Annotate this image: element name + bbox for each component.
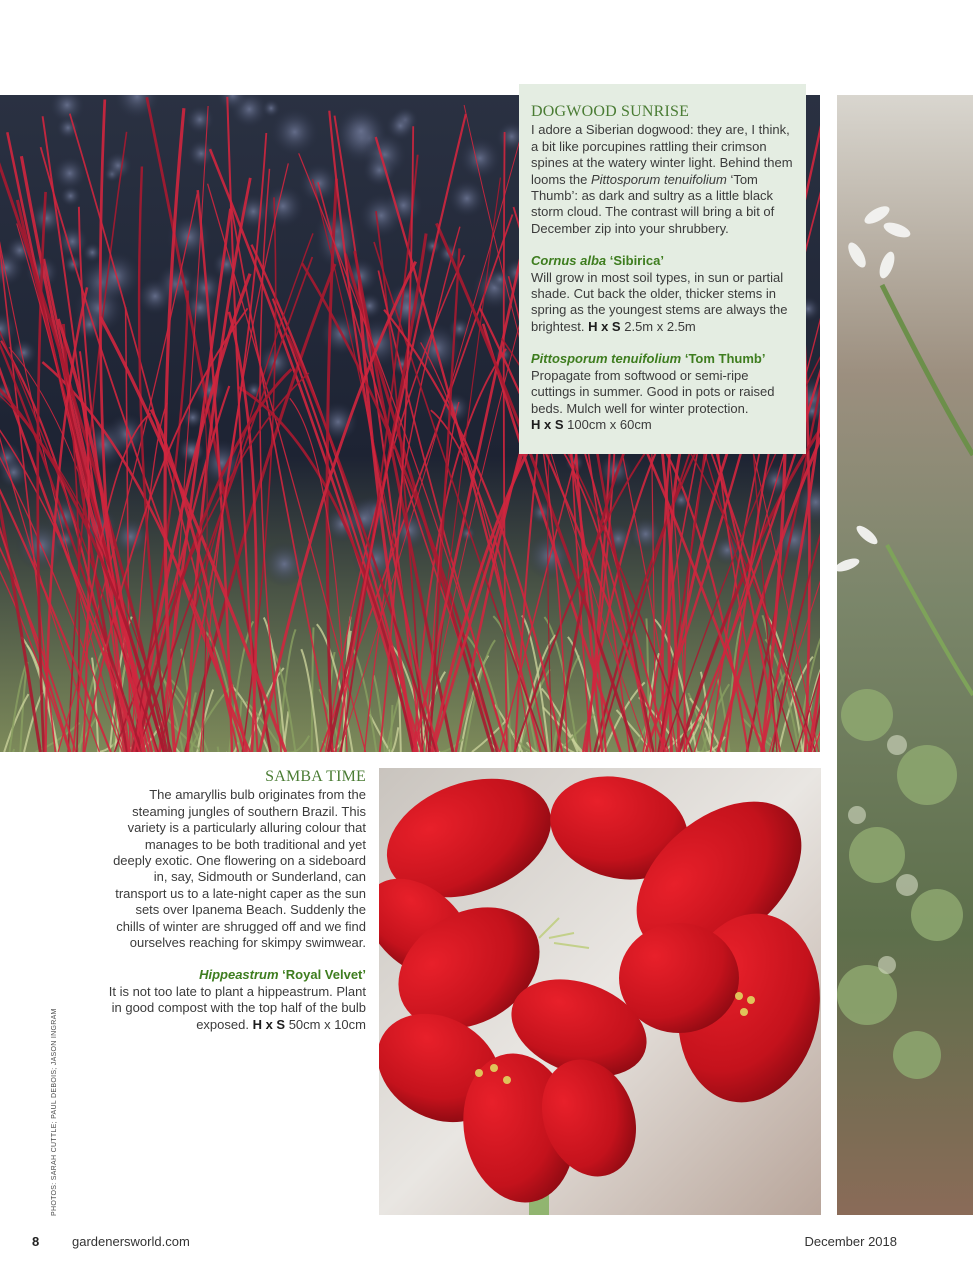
cornus-entry [531, 253, 794, 335]
samba-title: SAMBA TIME [265, 768, 366, 785]
cornus-hxs-value: 2.5m x 2.5m [620, 318, 696, 334]
cornus-name: Cornus alba [531, 253, 607, 269]
hippeastrum-hxs-value: 50cm x 10cm [285, 1016, 366, 1032]
side-photo [837, 95, 973, 1215]
page-number: 8 [32, 1234, 40, 1249]
amaryllis-photo [379, 768, 821, 1215]
samba-intro: The amaryllis bulb originates from the steaming jungles of southern Brazil. This variety is a particularly alluring colour that manages to be both traditional and yet deeply exotic. One flowering on a sideboard in, say, Sidmouth or Sunderland, can transport us to a late-night caper as the sun sets over Ipanema Beach. Suddenly the chills of winter are shrugged off and we find ourselves reaching for skimpy swimwear. [113, 787, 366, 951]
pittosporum-hxs-label: H x S [531, 416, 564, 432]
dogwood-sunrise-box [519, 84, 806, 454]
photo-credit: PHOTOS: SARAH CUTTLE; PAUL DEBOIS; JASON INGRAM [51, 1008, 58, 1216]
dogwood-intro-part1: I adore a Siberian dogwood: they are, I think, a bit like porcupines rattling their crimson spines at the watery winter light. Behind them looms the [531, 122, 793, 187]
pittosporum-name: Pittosporum tenuifolium [531, 351, 682, 367]
cornus-hxs-label: H x S [588, 318, 621, 334]
hippeastrum-name: Hippeastrum [199, 967, 279, 983]
pittosporum-cultivar: ‘Tom Thumb’ [681, 351, 766, 367]
dogwood-intro [531, 122, 794, 237]
hippeastrum-entry [108, 967, 366, 1033]
pittosporum-text: Propagate from softwood or semi-ripe cuttings in summer. Good in pots or raised beds. Mulch well for winter protection. [531, 367, 775, 416]
samba-time-section [108, 769, 366, 1033]
cornus-text: Will grow in most soil types, in sun or partial shade. Cut back the older, thicker stems in spring as the youngest stems are always the brightest. [531, 269, 788, 334]
dogwood-intro-part2: ‘Tom Thumb’: as dark and sultry as a little black storm cloud. The contrast will bring a bit of December zip into your shrubbery. [531, 171, 775, 236]
hippeastrum-cultivar: ‘Royal Velvet’ [278, 967, 366, 983]
pittosporum-entry [531, 351, 794, 433]
footer-website: gardenersworld.com [72, 1234, 190, 1249]
dogwood-intro-italic: Pittosporum tenuifolium [590, 171, 727, 187]
hippeastrum-text: It is not too late to plant a hippeastrum. Plant in good compost with the top half of the bulb exposed. [108, 983, 366, 1032]
footer-date: December 2018 [804, 1234, 897, 1249]
cornus-cultivar: ‘Sibirica’ [606, 253, 664, 269]
pittosporum-hxs-value: 100cm x 60cm [563, 416, 652, 432]
dogwood-title: DOGWOOD SUNRISE [531, 103, 690, 120]
hippeastrum-hxs-label: H x S [252, 1016, 286, 1032]
